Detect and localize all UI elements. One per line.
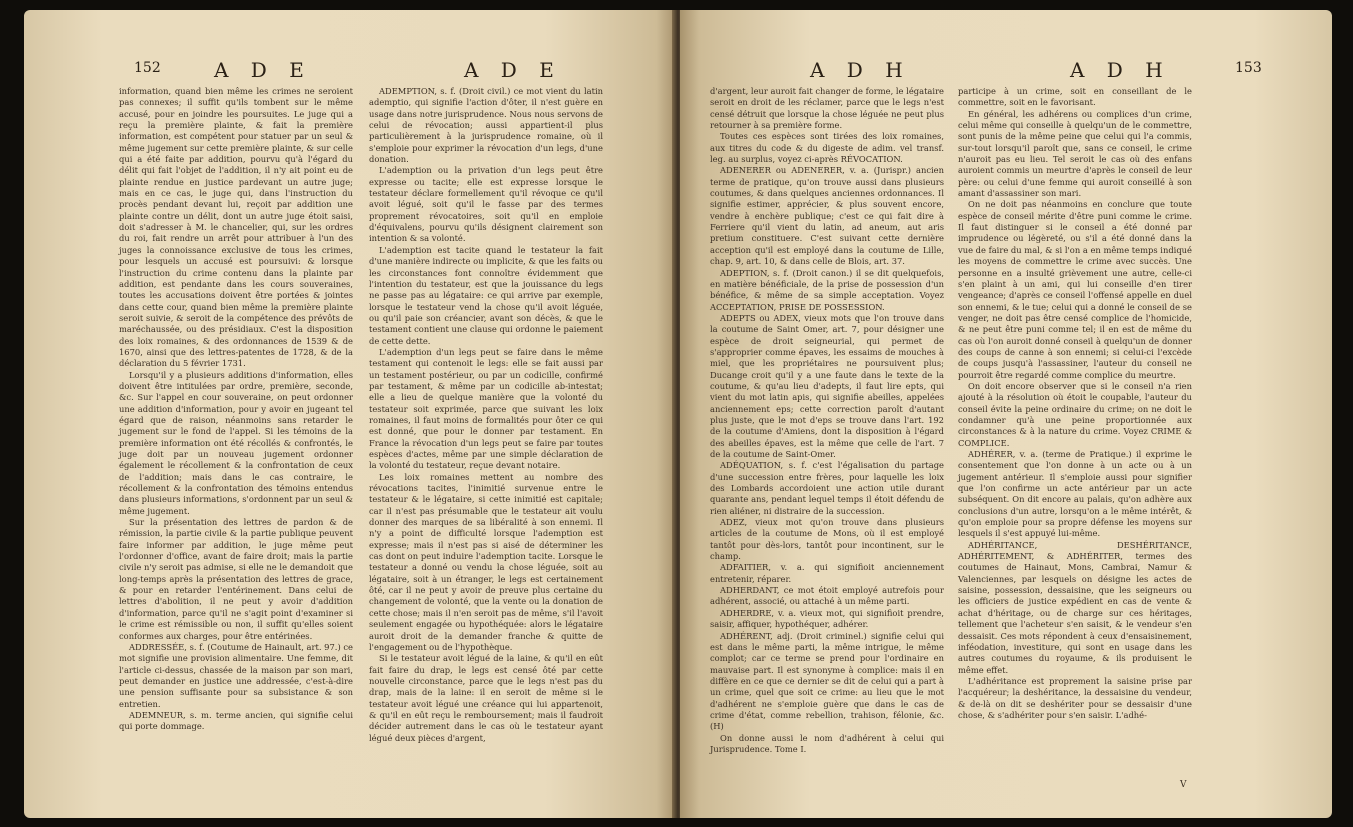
right-page-number: 153 [1235,60,1262,76]
paragraph: information, quand bien même les crimes ne seroient pas connexes; il suffit qu'ils tombent sur le même accusé, pour en joindre les poursuites. Le juge qui a reçu la première plainte, & fait la première information, est compétent pour statuer par un seul & même jugement sur cette première plainte, & sur celle qui a été faite par addition, pourvu qu'à l'égard du délit qui fait l'objet de l'addition, il n'y ait point eu de plainte rendue en justice pardevant un autre juge; mais en ce cas, le juge qui, dans l'instruction du procès pendant devant lui, reçoit par addition une plainte contre un délit, dont un autre juge étoit saisi, doit s'adresser à M. le chancelier, qui, sur les ordres du roi, fait rendre un arrêt pour attribuer à l'un des juges la connoissance exclusive de tous les crimes, pour lesquels un accusé est poursuivi: & lorsque l'instruction du crime contenu dans la plainte par addition, est pendante dans les cours souveraines, toutes les accusations doivent être portées & jointes dans cette cour, quand bien même la première plainte seroit suivie, & seroit de la compétence des prévôts de maréchaussée, ou des présidiaux. C'est la disposition des loix romaines, & des ordonnances de 1539 & de 1670, ainsi que des lettres-patentes de 1728, & de la déclaration du 5 février 1731. [119,86,353,369]
paragraph: Les loix romaines mettent au nombre des révocations tacites, l'inimitié survenue entre le testateur & le légataire, si cette inimitié est capitale; car il n'est pas présumable que le testateur ait voulu donner des marques de sa libéralité à son ennemi. Il n'y a point de difficulté lorsque l'ademption est expresse; mais il n'est pas si aisé de déterminer les cas dont on peut induire l'ademption tacite. Lorsque le testateur a donné ou vendu la chose léguée, soit au légataire, soit à un étranger, le legs est certainement ôté, car il ne peut y avoir de preuve plus certaine du changement de volonté, que la vente ou la donation de cette chose; mais il n'en seroit pas de même, s'il l'avoit seulement engagée ou hypothéquée: alors le légataire auroit droit de la demander franche & quitte de l'engagement ou de l'hypothèque. [369,471,603,652]
left-running-head-left: A D E [214,58,312,82]
paragraph: ADFAITIER, v. a. qui signifioit anciennement entretenir, réparer. [710,562,944,584]
paragraph: Si le testateur avoit légué de la laine, & qu'il en eût fait faire du drap, le legs est censé ôté par cette nouvelle circonstance, parce que le legs n'est pas du drap, mais de la laine: il en seroit de même si le testateur avoit légué une créance qui lui appartenoit, & qu'il en eût reçu le remboursement; mais il faudroit décider autrement dans le cas où le testateur ayant légué deux pièces d'argent, [369,653,603,743]
paragraph: ADEMPTION, s. f. (Droit civil.) ce mot vient du latin ademptio, qui signifie l'action d'ôter, il n'est guère en usage dans notre jurisprudence. Nous nous servons de celui de révocation; aussi appartient-il plus particulièrement à la jurisprudence romaine, où il s'emploie pour exprimer la révocation d'un legs, d'une donation. [369,86,603,165]
right-page [680,10,1332,818]
paragraph: L'adhéritance est proprement la saisine prise par l'acquéreur; la deshéritance, la dessaisine du vendeur, & de-là on dit se deshériter pour se dessaisir d'une chose, & s'adhériter pour s'en saisir. L'adhé- [958,675,1192,720]
paragraph: Lorsqu'il y a plusieurs additions d'information, elles doivent être intitulées par ordre, première, seconde, &c. Sur l'appel en cour souveraine, on peut ordonner une addition d'information, pour y avoir en jugeant tel égard que de raison, néanmoins sans retarder le jugement sur le fond de l'appel. Si les témoins de la première information ont été récollés & confrontés, le juge doit par un nouveau jugement ordonner également le récollement & la confrontation de ceux de l'addition; mais dans le cas contraire, le récollement & la confrontation des témoins entendus dans plusieurs informations, s'ordonnent par un seul & même jugement. [119,369,353,516]
paragraph: On doit encore observer que si le conseil n'a rien ajouté à la résolution où étoit le coupable, l'auteur du conseil évite la peine ordinaire du crime; on ne doit le condamner qu'à une peine proportionnée aux circonstances & à la nature du crime. Voyez CRIME & COMPLICE. [958,380,1192,448]
paragraph: ADDRESSÉE, s. f. (Coutume de Hainault, art. 97.) ce mot signifie une provision alimentaire. Une femme, dit l'article ci-dessus, chassée de la maison par son mari, peut demander en justice une addressée, c'est-à-dire une pension suffisante pour sa subsistance & son entretien. [119,641,353,709]
paragraph: ADENERER ou ADENERER, v. a. (Jurispr.) ancien terme de pratique, qu'on trouve aussi dans plusieurs coutumes, & dans quelques anciennes ordonnances. Il signifie estimer, apprécier, & plus souvent encore, vendre à enchère publique; c'est ce qui fait dire à Ferriere qu'il vient du latin, ad aneum, aut aris pretium constituere. C'est suivant cette dernière acception qu'il est employé dans la coutume de Lille, chap. 9, art. 10, & dans celle de Blois, art. 37. [710,165,944,267]
paragraph: ADHÉRITANCE, DESHÉRITANCE, ADHÉRITEMENT, & ADHÉRITER, termes des coutumes de Hainaut, Mons, Cambrai, Namur & Valenciennes, par lesquels on désigne les actes de saisine, possession, dessaisine, que les seigneurs ou les officiers de justice expédient en cas de vente & achat d'héritage, ou de charge sur ces héritages, tellement que l'acheteur s'en saisit, & le vendeur s'en dessaisit. Ces mots répondent à ceux d'ensaisinement, inféodation, investiture, qui sont en usage dans les autres coutumes du royaume, & ils produisent le même effet. [958,539,1192,675]
paragraph: Toutes ces espèces sont tirées des loix romaines, aux titres du code & du digeste de adim. vel transf. leg. au surplus, voyez ci-après RÉVOCATION. [710,131,944,165]
right-page-column-1 [710,86,944,755]
left-page-column-2 [369,86,603,744]
paragraph: ADEPTS ou ADEX, vieux mots que l'on trouve dans la coutume de Saint Omer, art. 7, pour désigner une espèce de droit seigneurial, qui permet de s'approprier comme épaves, les essaims de mouches à miel, que les propriétaires ne poursuivent plus; Ducange croit qu'il y a une faute dans le texte de la coutume, & qu'au lieu d'adepts, il faut lire epts, qui vient du mot latin apis, qui signifie abeilles, appelées anciennement eps; cette correction paroît d'autant plus juste, que le mot d'eps se trouve dans l'art. 192 de la coutume d'Amiens, dont la disposition à l'égard des abeilles épaves, est la même que celle de l'art. 7 de la coutume de Saint-Omer. [710,312,944,459]
left-page-column-1 [119,86,353,733]
right-page-column-2 [958,86,1192,721]
left-page-number: 152 [134,60,161,76]
left-page [24,10,676,818]
paragraph: ADEZ, vieux mot qu'on trouve dans plusieurs articles de la coutume de Mons, où il est employé tantôt pour dès-lors, tantôt pour incontinent, sur le champ. [710,517,944,562]
paragraph: On ne doit pas néanmoins en conclure que toute espèce de conseil mérite d'être puni comme le crime. Il faut distinguer si le conseil a été donné par imprudence ou légèreté, ou s'il a été donné dans la vue de faire du mal, & si l'on a en même temps indiqué les moyens de commettre le crime avec succès. Une personne en a insulté grièvement une autre, celle-ci s'en plaint à un ami, qui lui conseille d'en tirer vengeance; d'après ce conseil l'offensé appelle en duel son ennemi, & le tue; celui qui a donné le conseil de se venger, ne doit pas être censé complice de l'homicide, & ne peut être puni comme tel; il en est de même du cas où l'on auroit donné conseil à quelqu'un de donner des coups de canne à son ennemi; si celui-ci l'excède de coups jusqu'à l'assassiner, l'auteur du conseil ne pourroit être regardé comme complice du meurtre. [958,199,1192,380]
paragraph: ADHERDANT, ce mot étoit employé autrefois pour adhérent, associé, ou attaché à un même parti. [710,585,944,607]
paragraph: On donne aussi le nom d'adhérent à celui qui Jurisprudence. Tome I. [710,732,944,754]
paragraph: L'ademption d'un legs peut se faire dans le même testament qui contenoit le legs: elle se fait aussi par un testament postérieur, ou par un codicille, confirmé par testament, & même par un codicille ab-intestat; elle a lieu de quelque manière que la volonté du testateur soit exprimée, parce que suivant les loix romaines, il faut moins de formalités pour ôter ce qui est donné, que pour le donner par testament. En France la révocation d'un legs peut se faire par toutes espèces d'actes, même par une simple déclaration de la volonté du testateur, reçue devant notaire. [369,346,603,471]
signature-mark: V [1180,780,1187,790]
right-running-head-right: A D H [1070,58,1171,82]
paragraph: ADHERDRE, v. a. vieux mot, qui signifioit prendre, saisir, affiquer, hypothéquer, adhérer. [710,607,944,630]
paragraph: L'ademption est tacite quand le testateur la fait d'une manière indirecte ou implicite, & que les faits ou les circonstances font connoître évidemment que l'intention du testateur, est que la jouissance du legs ne passe pas au légataire: ce qui arrive par exemple, lorsque le testateur vend la chose qu'il avoit léguée, ou qu'il paie son créancier, avant son décès, & que le testament contient une clause qui ordonne le paiement de cette dette. [369,244,603,346]
paragraph: ADHÉRER, v. a. (terme de Pratique.) il exprime le consentement que l'on donne à un acte ou à un jugement antérieur. Il s'emploie aussi pour signifier que l'on confirme un acte antérieur par un acte subséquent. On dit encore au palais, qu'on adhère aux conclusions d'un autre, lorsqu'on a le même intérêt, & qu'on emploie pour sa propre défense les moyens sur lesquels il s'est appuyé lui-même. [958,449,1192,539]
right-running-head-left: A D H [810,58,911,82]
paragraph: L'ademption ou la privation d'un legs peut être expresse ou tacite; elle est expresse lorsque le testateur déclare formellement qu'il révoque ce qu'il avoit légué, soit qu'il le fasse par des termes proprement révocatoires, soit qu'il en emploie d'équivalens, pourvu qu'ils désignent clairement son intention & sa volonté. [369,165,603,244]
paragraph: Sur la présentation des lettres de pardon & de rémission, la partie civile & la partie publique peuvent faire informer par addition, le juge même peut l'ordonner d'office, avant de faire droit; mais la partie civile n'y seroit pas admise, si elle ne le demandoit que long-temps après la présentation des lettres de grace, & pour en retarder l'entérinement. Dans celui de lettres d'abolition, il ne peut y avoir d'addition d'information, parce qu'il ne s'agit point d'examiner si le crime est rémissible ou non, il suffit qu'elles soient conformes aux charges, pour être entérinées. [119,517,353,641]
paragraph: ADEMNEUR, s. m. terme ancien, qui signifie celui qui porte dommage. [119,709,353,732]
paragraph: ADÉQUATION, s. f. c'est l'égalisation du partage d'une succession entre frères, pour laquelle les loix des Lombards accordoient une action utile durant quarante ans, pendant lequel temps il étoit défendu de rien aliéner, ni distraire de la succession. [710,460,944,516]
open-book [24,10,1332,818]
paragraph: En général, les adhérens ou complices d'un crime, celui même qui conseille à quelqu'un de le commettre, sont punis de la même peine que celui qui l'a commis, sur-tout lorsqu'il paroît que, sans ce conseil, le crime n'auroit pas eu lieu. Tel seroit le cas où des enfans auroient commis un meurtre d'après le conseil de leur père: ou celui d'une femme qui auroit conseillé à son amant d'assassiner son mari. [958,108,1192,199]
paragraph: d'argent, leur auroit fait changer de forme, le légataire seroit en droit de les réclamer, parce que le legs n'est censé détruit que lorsque la chose léguée ne peut plus retourner à sa première forme. [710,86,944,131]
paragraph: ADHÉRENT, adj. (Droit criminel.) signifie celui qui est dans le même parti, la même intrigue, le même complot; car ce terme se prend pour l'ordinaire en mauvaise part. Il est synonyme à complice: mais il en diffère en ce que ce dernier se dit de celui qui a part à un crime, quel que soit ce crime: au lieu que le mot d'adhérent ne s'emploie guère que dans le cas de crime d'état, comme rebellion, trahison, félonie, &c. (H) [710,630,944,732]
left-running-head-right: A D E [464,58,562,82]
paragraph: participe à un crime, soit en conseillant de le commettre, soit en le favorisant. [958,86,1192,108]
paragraph: ADEPTION, s. f. (Droit canon.) il se dit quelquefois, en matière bénéficiale, de la prise de possession d'un bénéfice, & même de sa simple acceptation. Voyez ACCEPTATION, PRISE DE POSSESSION. [710,267,944,312]
